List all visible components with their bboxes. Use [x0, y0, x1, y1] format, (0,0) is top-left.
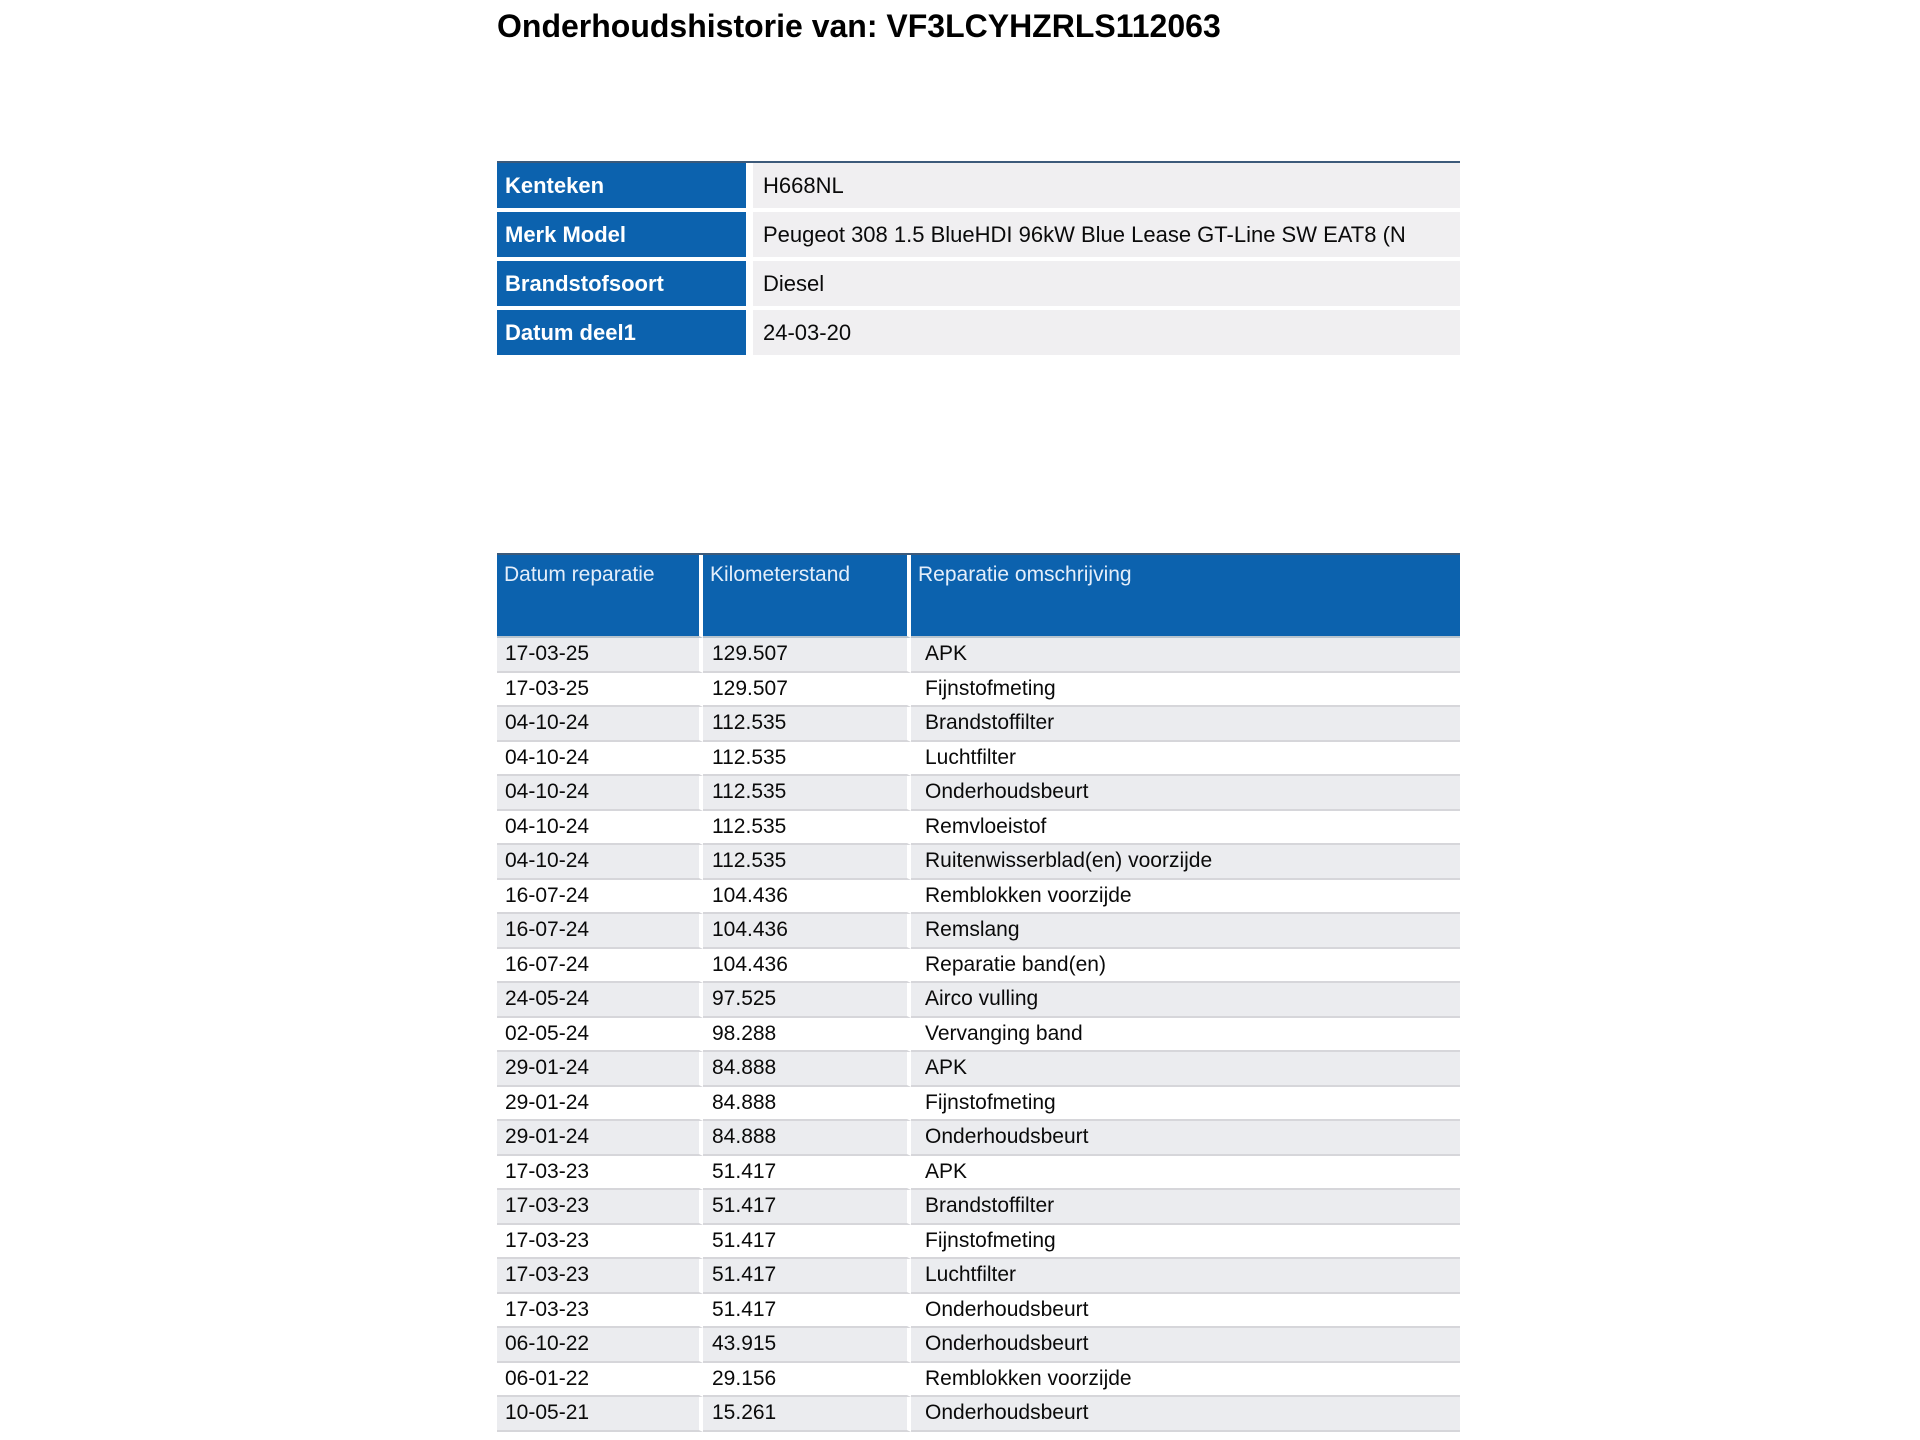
table-row — [497, 1052, 1460, 1087]
repair-date-cell: 29-01-24 — [497, 1121, 703, 1156]
repair-date-cell: 17-03-23 — [497, 1225, 703, 1260]
odometer-cell: 112.535 — [703, 845, 911, 880]
repair-date-cell: 16-07-24 — [497, 914, 703, 949]
repair-date-cell: 17-03-23 — [497, 1156, 703, 1191]
repair-description-cell: Brandstoffilter — [911, 707, 1460, 742]
repair-description-cell: Brandstoffilter — [911, 1190, 1460, 1225]
odometer-cell: 29.156 — [703, 1363, 911, 1398]
repair-description-cell: Remblokken voorzijde — [911, 880, 1460, 915]
odometer-cell: 97.525 — [703, 983, 911, 1018]
table-row — [497, 1397, 1460, 1432]
info-value: Peugeot 308 1.5 BlueHDI 96kW Blue Lease GT-Line SW EAT8 (N — [753, 212, 1460, 261]
repair-date-cell: 16-07-24 — [497, 880, 703, 915]
repair-description-cell: Remblokken voorzijde — [911, 1363, 1460, 1398]
repair-date-cell: 04-10-24 — [497, 845, 703, 880]
table-row — [497, 1259, 1460, 1294]
repair-date-cell: 04-10-24 — [497, 742, 703, 777]
info-label: Brandstofsoort — [497, 261, 753, 310]
table-row — [497, 638, 1460, 673]
odometer-cell: 84.888 — [703, 1052, 911, 1087]
column-header: Datum reparatie — [497, 555, 703, 638]
info-label: Datum deel1 — [497, 310, 753, 359]
odometer-cell: 129.507 — [703, 638, 911, 673]
repair-description-cell: Onderhoudsbeurt — [911, 1397, 1460, 1432]
odometer-cell: 15.261 — [703, 1397, 911, 1432]
table-row — [497, 776, 1460, 811]
table-row — [497, 1225, 1460, 1260]
table-row — [497, 845, 1460, 880]
repair-description-cell: Luchtfilter — [911, 742, 1460, 777]
odometer-cell: 51.417 — [703, 1190, 911, 1225]
odometer-cell: 112.535 — [703, 707, 911, 742]
repair-description-cell: Fijnstofmeting — [911, 1225, 1460, 1260]
repair-date-cell: 04-10-24 — [497, 776, 703, 811]
info-value: 24-03-20 — [753, 310, 1460, 359]
table-row — [497, 707, 1460, 742]
odometer-cell: 51.417 — [703, 1294, 911, 1329]
odometer-cell: 84.888 — [703, 1121, 911, 1156]
odometer-cell: 129.507 — [703, 673, 911, 708]
odometer-cell: 112.535 — [703, 811, 911, 846]
repair-date-cell: 29-01-24 — [497, 1052, 703, 1087]
repair-date-cell: 24-05-24 — [497, 983, 703, 1018]
table-row — [497, 742, 1460, 777]
repair-date-cell: 29-01-24 — [497, 1087, 703, 1122]
repair-description-cell: Vervanging band — [911, 1018, 1460, 1053]
repair-description-cell: Luchtfilter — [911, 1259, 1460, 1294]
odometer-cell: 84.888 — [703, 1087, 911, 1122]
repair-description-cell: Fijnstofmeting — [911, 673, 1460, 708]
table-row — [497, 1328, 1460, 1363]
repair-description-cell: Airco vulling — [911, 983, 1460, 1018]
odometer-cell: 98.288 — [703, 1018, 911, 1053]
repair-date-cell: 06-01-22 — [497, 1363, 703, 1398]
repair-date-cell: 16-07-24 — [497, 949, 703, 984]
repair-date-cell: 10-05-21 — [497, 1397, 703, 1432]
repair-description-cell: Onderhoudsbeurt — [911, 776, 1460, 811]
table-row — [497, 949, 1460, 984]
page-title: Onderhoudshistorie van: VF3LCYHZRLS112063 — [497, 8, 1221, 44]
vehicle-info-table — [497, 161, 1460, 359]
repair-description-cell: Remvloeistof — [911, 811, 1460, 846]
repair-description-cell: APK — [911, 638, 1460, 673]
maintenance-history-report — [497, 8, 1460, 1432]
odometer-cell: 51.417 — [703, 1259, 911, 1294]
table-row — [497, 1018, 1460, 1053]
column-header: Kilometerstand — [703, 555, 911, 638]
table-row — [497, 1087, 1460, 1122]
odometer-cell: 51.417 — [703, 1225, 911, 1260]
repair-description-cell: Remslang — [911, 914, 1460, 949]
repair-date-cell: 17-03-25 — [497, 673, 703, 708]
odometer-cell: 51.417 — [703, 1156, 911, 1191]
repair-date-cell: 06-10-22 — [497, 1328, 703, 1363]
info-row — [497, 212, 1460, 261]
info-row — [497, 261, 1460, 310]
table-row — [497, 673, 1460, 708]
info-value: Diesel — [753, 261, 1460, 310]
info-label: Merk Model — [497, 212, 753, 261]
repair-description-cell: Fijnstofmeting — [911, 1087, 1460, 1122]
repair-date-cell: 04-10-24 — [497, 811, 703, 846]
info-row — [497, 310, 1460, 359]
info-row — [497, 163, 1460, 212]
repair-description-cell: Onderhoudsbeurt — [911, 1121, 1460, 1156]
table-row — [497, 914, 1460, 949]
repair-description-cell: Onderhoudsbeurt — [911, 1294, 1460, 1329]
repair-date-cell: 17-03-23 — [497, 1190, 703, 1225]
table-row — [497, 1363, 1460, 1398]
odometer-cell: 112.535 — [703, 776, 911, 811]
repair-description-cell: APK — [911, 1156, 1460, 1191]
repairs-table-header — [497, 555, 1460, 638]
repair-description-cell: Onderhoudsbeurt — [911, 1328, 1460, 1363]
odometer-cell: 112.535 — [703, 742, 911, 777]
table-row — [497, 1121, 1460, 1156]
table-row — [497, 1156, 1460, 1191]
info-value: H668NL — [753, 163, 1460, 212]
repair-date-cell: 17-03-25 — [497, 638, 703, 673]
repairs-table — [497, 553, 1460, 1432]
odometer-cell: 104.436 — [703, 949, 911, 984]
table-row — [497, 983, 1460, 1018]
odometer-cell: 104.436 — [703, 880, 911, 915]
table-row — [497, 880, 1460, 915]
repair-date-cell: 04-10-24 — [497, 707, 703, 742]
column-header: Reparatie omschrijving — [911, 555, 1460, 638]
table-row — [497, 1190, 1460, 1225]
repair-description-cell: Reparatie band(en) — [911, 949, 1460, 984]
info-label: Kenteken — [497, 163, 753, 212]
table-row — [497, 1294, 1460, 1329]
repair-date-cell: 17-03-23 — [497, 1259, 703, 1294]
repair-date-cell: 17-03-23 — [497, 1294, 703, 1329]
table-row — [497, 811, 1460, 846]
odometer-cell: 104.436 — [703, 914, 911, 949]
repair-description-cell: Ruitenwisserblad(en) voorzijde — [911, 845, 1460, 880]
repair-date-cell: 02-05-24 — [497, 1018, 703, 1053]
repair-description-cell: APK — [911, 1052, 1460, 1087]
odometer-cell: 43.915 — [703, 1328, 911, 1363]
